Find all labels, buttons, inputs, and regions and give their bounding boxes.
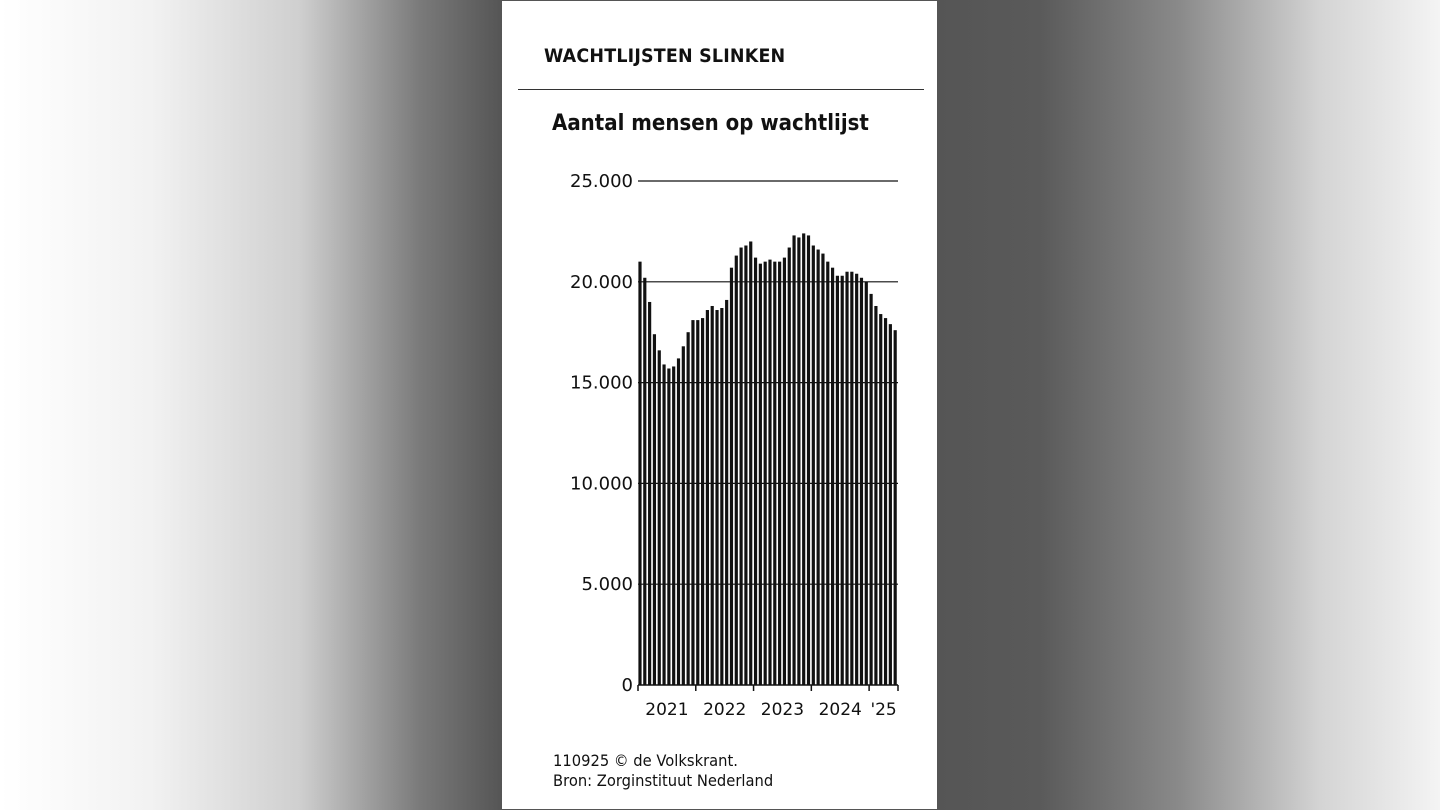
bar (711, 306, 714, 685)
chart-subtitle: Aantal mensen op wachtlijst (552, 111, 869, 136)
y-tick-label: 15.000 (570, 372, 633, 394)
bar (894, 330, 897, 685)
bar (759, 264, 762, 685)
bar (638, 262, 641, 685)
bar (696, 320, 699, 685)
bar (788, 248, 791, 685)
bar (860, 278, 863, 685)
bar (662, 364, 665, 685)
source-line: Bron: Zorginstituut Nederland (553, 771, 774, 790)
bar (884, 318, 887, 685)
bar (682, 346, 685, 685)
bar (879, 314, 882, 685)
x-tick-label: 2023 (760, 700, 805, 720)
credit-line: 110925 © de Volkskrant. (553, 751, 738, 770)
bar (792, 235, 795, 685)
bar (701, 318, 704, 685)
y-tick-label: 25.000 (570, 171, 633, 192)
bar (778, 262, 781, 685)
bar (754, 258, 757, 685)
bar (672, 366, 675, 685)
bar (735, 256, 738, 685)
bar (831, 268, 834, 685)
y-tick-label: 5.000 (581, 574, 633, 596)
bar (773, 262, 776, 685)
bar (677, 358, 680, 685)
bar (797, 237, 800, 685)
bar (687, 332, 690, 685)
bar (764, 262, 767, 685)
bar (889, 324, 892, 685)
bar (850, 272, 853, 685)
x-tick-label: 2021 (645, 700, 689, 720)
bar (812, 246, 815, 685)
bar (870, 294, 873, 685)
bar (744, 246, 747, 685)
bar (740, 248, 743, 685)
chart-title: WACHTLIJSTEN SLINKEN (544, 45, 786, 67)
bar (653, 334, 656, 685)
bar (706, 310, 709, 685)
bar (874, 306, 877, 685)
bar (855, 274, 858, 685)
bar (725, 300, 728, 685)
bar (821, 254, 824, 685)
bar (691, 320, 694, 685)
bar (749, 241, 752, 685)
y-axis (570, 171, 633, 696)
bar (667, 368, 670, 685)
x-tick-label: '25 (870, 700, 897, 720)
y-tick-label: 0 (621, 675, 633, 696)
x-tick-label: 2024 (818, 700, 862, 720)
bar (836, 276, 839, 685)
x-axis (638, 685, 898, 720)
y-tick-label: 20.000 (570, 271, 633, 293)
bar (658, 350, 661, 685)
bar (826, 262, 829, 685)
bar (807, 235, 810, 685)
bar (845, 272, 848, 685)
bar (720, 308, 723, 685)
bar (730, 268, 733, 685)
y-tick-label: 10.000 (570, 473, 633, 495)
bar-series (638, 233, 896, 685)
bar (817, 250, 820, 685)
bar (648, 302, 651, 685)
bar (643, 278, 646, 685)
bar (783, 258, 786, 685)
bar (802, 233, 805, 685)
bar (768, 260, 771, 685)
chart-card (502, 1, 937, 809)
bar (841, 276, 844, 685)
x-tick-label: 2022 (703, 700, 747, 720)
bar (715, 310, 718, 685)
bar-chart (502, 1, 937, 746)
